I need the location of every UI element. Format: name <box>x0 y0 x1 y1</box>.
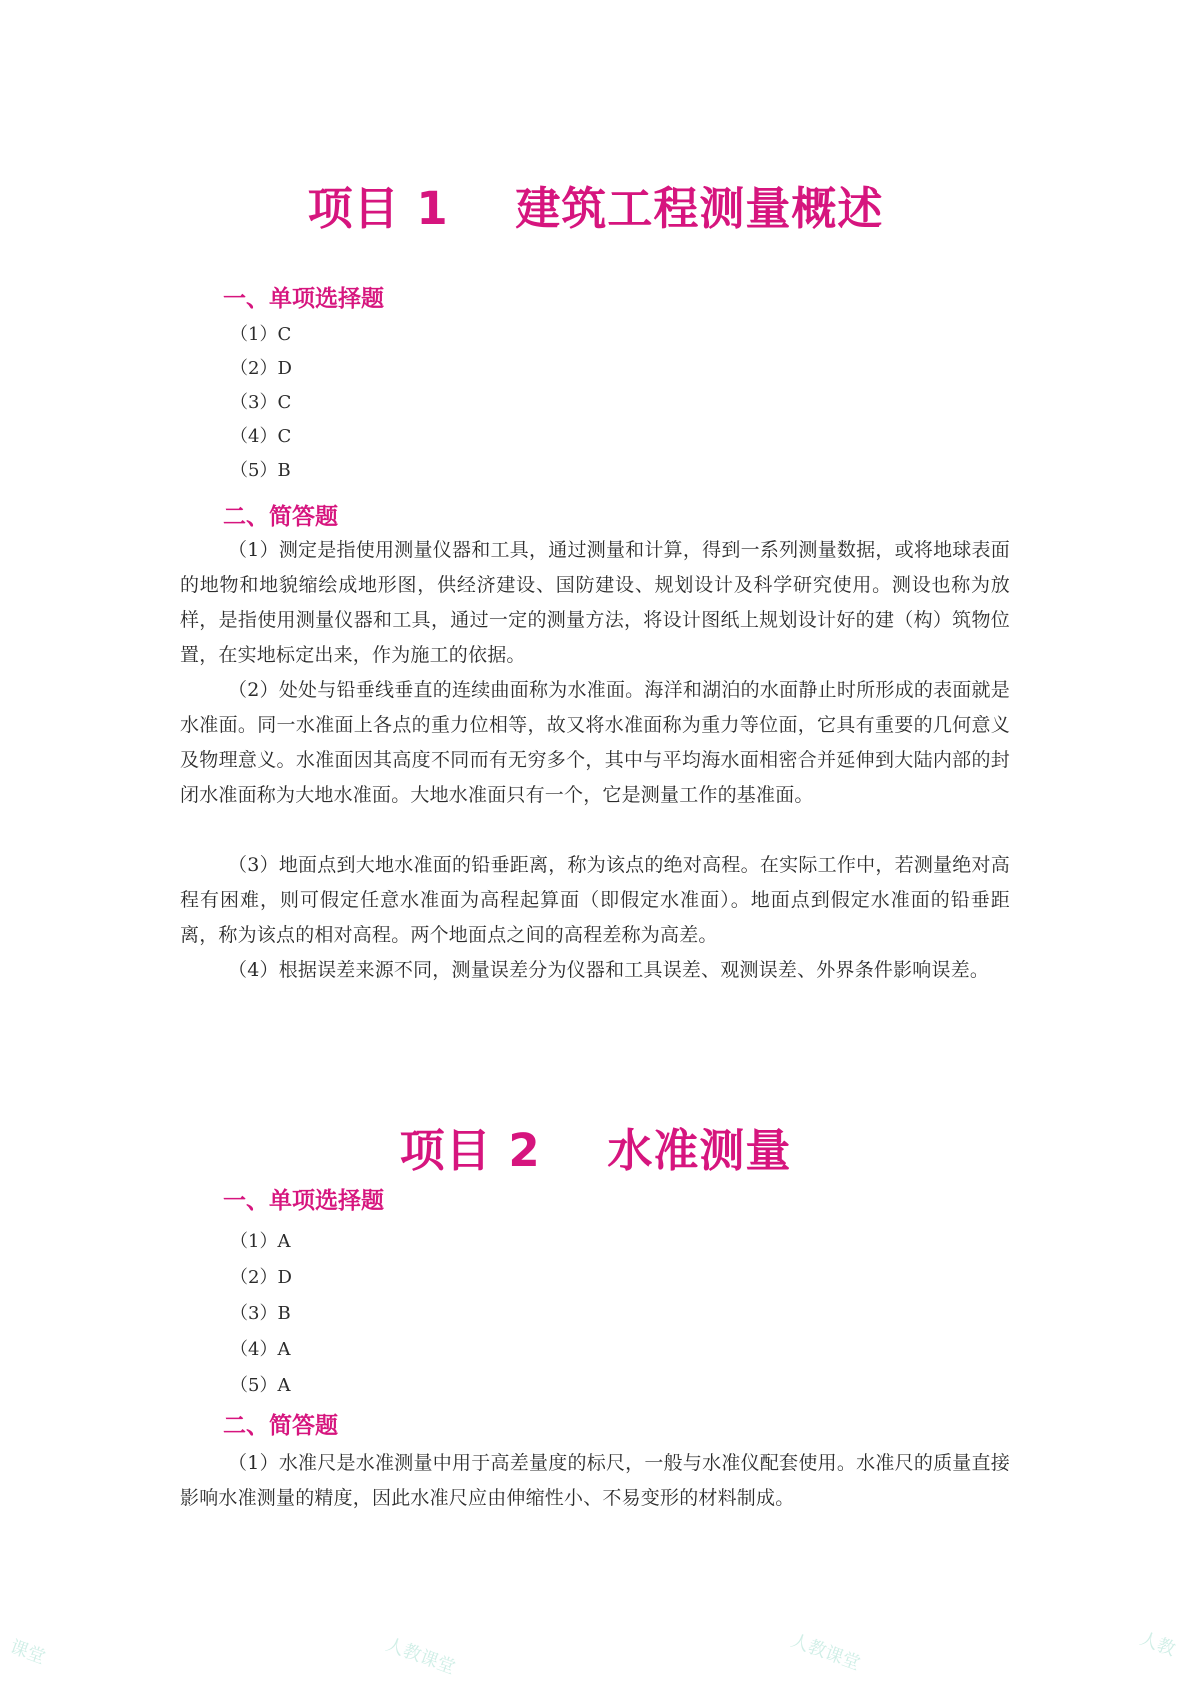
choice-item: （3）C <box>230 392 292 413</box>
watermark-center-right: 人教课堂 <box>788 1630 863 1675</box>
choice-item: （4）C <box>230 426 292 447</box>
project2-choice-list <box>230 1227 292 1407</box>
watermark-right: 人教 <box>1136 1628 1178 1661</box>
choice-item: （4）A <box>230 1339 291 1360</box>
choice-item: （2）D <box>230 1267 292 1288</box>
choice-item: （5）B <box>230 460 291 481</box>
choice-item: （1）C <box>230 324 292 345</box>
watermark-left: 课堂 <box>6 1636 48 1669</box>
project1-choice-list <box>230 320 292 490</box>
project2-title: 项目 2 水准测量 <box>399 1124 792 1177</box>
project1-choice-heading: 一、单项选择题 <box>223 286 384 312</box>
project1-answer-2: （2）处处与铅垂线垂直的连续曲面称为水准面。海洋和湖泊的水面静止时所形成的表面就是水准面。同一水准面上各点的重力位相等，故又将水准面称为重力等位面，它具有重要的几何意义及物理意义。水准面因其高度不同而有无穷多个，其中与平均海水面相密合并延伸到大陆内部的封闭水准面称为大地水准面。大地水准面只有一个，它是测量工作的基准面。 <box>180 679 1010 806</box>
choice-item: （1）A <box>230 1231 291 1252</box>
project2-answer-1: （1）水准尺是水准测量中用于高差量度的标尺，一般与水准仪配套使用。水准尺的质量直接影响水准测量的精度，因此水准尺应由伸缩性小、不易变形的材料制成。 <box>180 1452 1010 1509</box>
project1-title: 项目 1 建筑工程测量概述 <box>307 182 884 235</box>
project1-answer-1: （1）测定是指使用测量仪器和工具，通过测量和计算，得到一系列测量数据，或将地球表面的地物和地貌缩绘成地形图，供经济建设、国防建设、规划设计及科学研究使用。测设也称为放样，是指使用测量仪器和工具，通过一定的测量方法，将设计图纸上规划设计好的建（构）筑物位置，在实地标定出来，作为施工的依据。 <box>180 539 1010 666</box>
project1-answer-3: （3）地面点到大地水准面的铅垂距离，称为该点的绝对高程。在实际工作中，若测量绝对高程有困难，则可假定任意水准面为高程起算面（即假定水准面）。地面点到假定水准面的铅垂距离，称为该点的相对高程。两个地面点之间的高程差称为高差。 <box>180 854 1010 946</box>
choice-item: （2）D <box>230 358 292 379</box>
choice-item: （3）B <box>230 1303 291 1324</box>
choice-item: （5）A <box>230 1375 291 1396</box>
project2-choice-heading: 一、单项选择题 <box>223 1188 384 1214</box>
project2-answer-heading: 二、简答题 <box>223 1413 338 1439</box>
watermark-center-left: 人教课堂 <box>383 1634 458 1679</box>
project1-answer-heading: 二、简答题 <box>223 504 338 530</box>
project1-answer-4: （4）根据误差来源不同，测量误差分为仪器和工具误差、观测误差、外界条件影响误差。 <box>228 959 990 981</box>
